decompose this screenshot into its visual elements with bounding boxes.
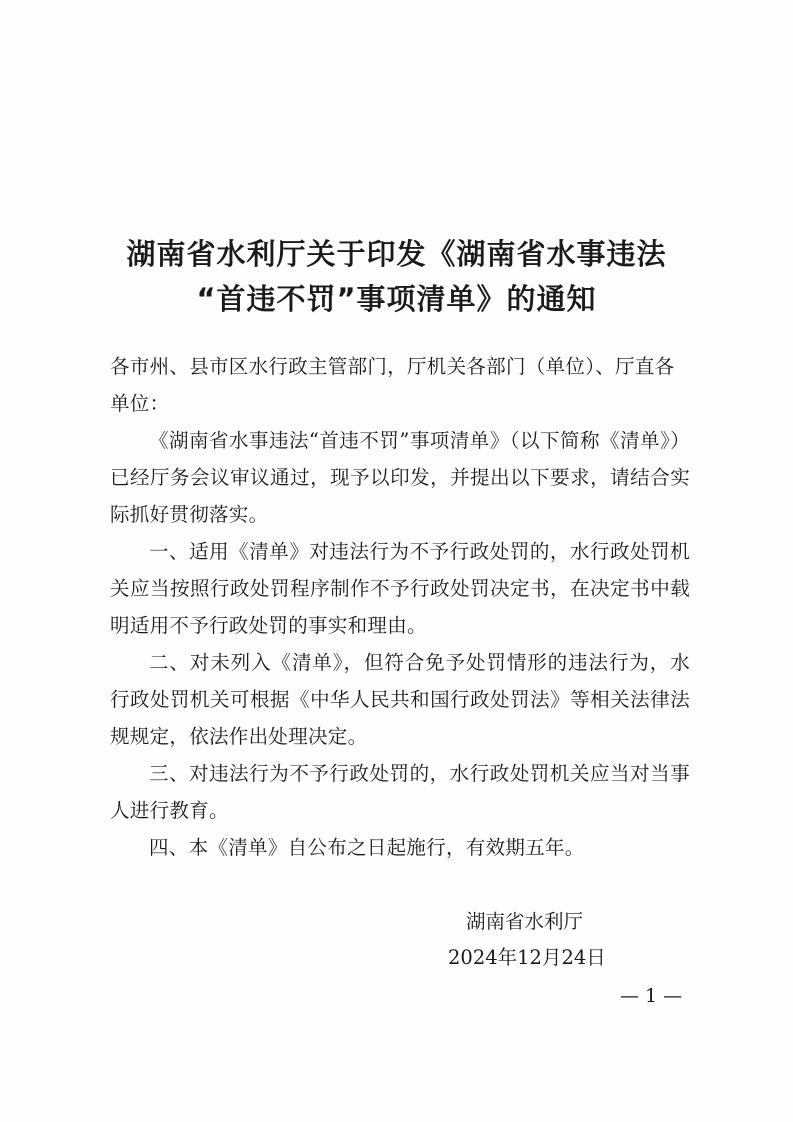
document-title-line-1: 湖南省水利厅关于印发《湖南省水事违法: [126, 237, 667, 271]
document-body: [110, 422, 690, 866]
paragraph-item-2: 二、对未列入《清单》，但符合免予处罚情形的违法行为，水行政处罚机关可根据《中华人民共和国行政处罚法》等相关法律法规规定，依法作出处理决定。: [110, 651, 690, 748]
paragraph-item-4: 四、本《清单》自公布之日起施行，有效期五年。: [149, 836, 585, 859]
signature-date: 2024年12月24日: [448, 946, 606, 969]
paragraph-intro: 《湖南省水事违法“首违不罚”事项清单》（以下简称《清单》）已经厅务会议审议通过，现予以印发，并提出以下要求，请结合实际抓好贯彻落实。: [110, 429, 690, 526]
page-number: — 1 —: [620, 985, 683, 1007]
document-title-line-2: “首违不罚”事项清单》的通知: [196, 282, 597, 316]
paragraph-item-1: 一、适用《清单》对违法行为不予行政处罚的，水行政处罚机关应当按照行政处罚程序制作不予行政处罚决定书，在决定书中载明适用不予行政处罚的事实和理由。: [110, 540, 690, 637]
signature-org: 湖南省水利厅: [466, 910, 584, 933]
salutation: 各市州、县市区水行政主管部门，厅机关各部门（单位）、厅直各单位：: [110, 355, 675, 415]
paragraph-item-3: 三、对违法行为不予行政处罚的，水行政处罚机关应当对当事人进行教育。: [110, 762, 690, 822]
